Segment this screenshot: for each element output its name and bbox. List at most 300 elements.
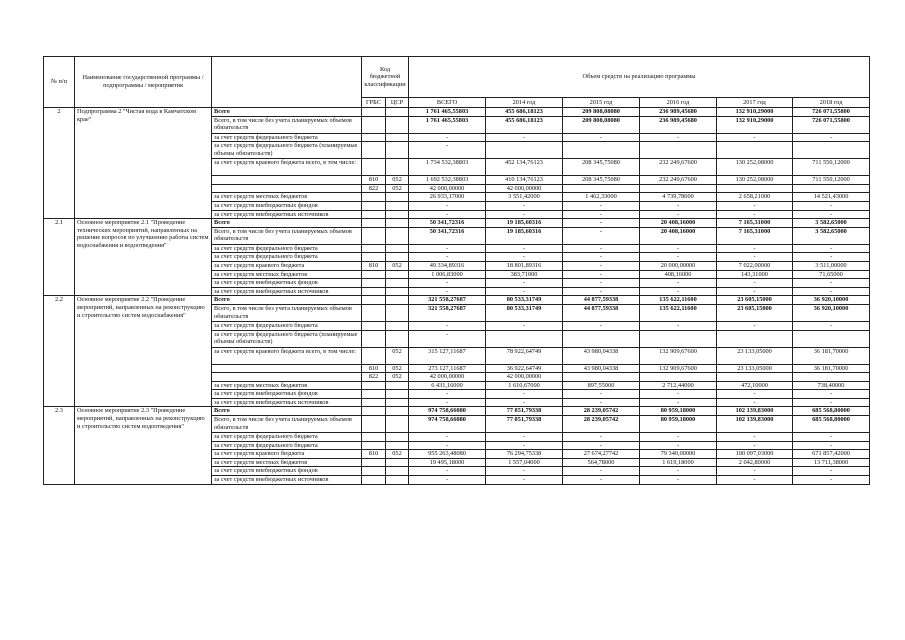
year-cell: 455 686,18123 <box>486 116 563 133</box>
year-cell: 23 133,05000 <box>717 347 793 364</box>
csr-cell: 052 <box>386 373 409 382</box>
year-cell: 232 249,67600 <box>640 159 717 176</box>
year-cell: 77 851,79338 <box>486 407 563 416</box>
year-cell: - <box>793 210 870 219</box>
csr-cell: 052 <box>386 184 409 193</box>
year-cell: - <box>717 390 793 399</box>
table-row <box>44 219 870 228</box>
year-cell: - <box>793 441 870 450</box>
year-cell: - <box>717 253 793 262</box>
csr-cell: 052 <box>386 450 409 459</box>
year-cell: - <box>563 244 640 253</box>
grbs-cell <box>362 467 386 476</box>
total-cell: 974 758,66080 <box>409 416 486 433</box>
source-cell: за счет средств внебюджетных фондов <box>212 201 362 210</box>
year-cell: 42 000,00000 <box>486 373 563 382</box>
year-cell: - <box>563 398 640 407</box>
year-cell: 711 550,12000 <box>793 176 870 185</box>
csr-cell <box>386 253 409 262</box>
grbs-cell: 822 <box>362 184 386 193</box>
year-cell: - <box>486 287 563 296</box>
source-cell: Всего <box>212 407 362 416</box>
year-cell: - <box>563 279 640 288</box>
source-cell: за счет средств краевого бюджета <box>212 450 362 459</box>
year-cell: 13 711,38000 <box>793 458 870 467</box>
year-cell: - <box>563 287 640 296</box>
csr-cell <box>386 296 409 305</box>
source-cell: за счет средств федерального бюджета <box>212 321 362 330</box>
year-cell <box>640 373 717 382</box>
grbs-cell <box>362 108 386 117</box>
year-cell: - <box>486 390 563 399</box>
year-cell: - <box>793 433 870 442</box>
year-cell: - <box>563 270 640 279</box>
year-cell: 132 909,67600 <box>640 347 717 364</box>
total-cell: 1 734 532,38803 <box>409 159 486 176</box>
year-cell: - <box>793 253 870 262</box>
csr-cell: 052 <box>386 176 409 185</box>
total-cell: 974 758,66080 <box>409 407 486 416</box>
year-cell: 408,16000 <box>640 270 717 279</box>
total-cell: 26 933,17000 <box>409 193 486 202</box>
year-cell: 2 658,21000 <box>717 193 793 202</box>
csr-cell: 052 <box>386 364 409 373</box>
total-cell: 315 127,11687 <box>409 347 486 364</box>
grbs-cell <box>362 330 386 347</box>
source-cell <box>212 184 362 193</box>
year-cell <box>793 373 870 382</box>
csr-cell <box>386 279 409 288</box>
year-cell: - <box>563 433 640 442</box>
year-cell: 130 252,08000 <box>717 176 793 185</box>
csr-cell <box>386 142 409 159</box>
year-cell: 135 622,11600 <box>640 296 717 305</box>
grbs-cell: 810 <box>362 176 386 185</box>
total-cell: 321 558,27687 <box>409 296 486 305</box>
year-cell: - <box>563 390 640 399</box>
total-header: ВСЕГО <box>409 98 486 108</box>
year-cell: 36 181,70000 <box>793 347 870 364</box>
grbs-cell <box>362 201 386 210</box>
csr-cell <box>386 219 409 228</box>
year-cell: - <box>717 467 793 476</box>
year-cell: 1 557,04000 <box>486 458 563 467</box>
grbs-cell <box>362 321 386 330</box>
source-cell <box>212 364 362 373</box>
year-cell: - <box>563 133 640 142</box>
grbs-cell <box>362 219 386 228</box>
grbs-cell <box>362 133 386 142</box>
col-code-header: Код бюджетной классификации <box>362 57 409 98</box>
year-cell: 236 989,45680 <box>640 116 717 133</box>
csr-cell <box>386 244 409 253</box>
year-cell <box>717 330 793 347</box>
year-cell: 14 521,43000 <box>793 193 870 202</box>
year-cell: 236 989,45680 <box>640 108 717 117</box>
year-cell: - <box>640 210 717 219</box>
grbs-cell <box>362 193 386 202</box>
year-cell: 23 605,15000 <box>717 304 793 321</box>
year-cell: 20 408,16000 <box>640 219 717 228</box>
csr-cell: 052 <box>386 347 409 364</box>
year-cell: 410 134,76123 <box>486 176 563 185</box>
grbs-cell: 810 <box>362 261 386 270</box>
year-cell: 80 959,18000 <box>640 416 717 433</box>
total-cell: 42 000,00000 <box>409 184 486 193</box>
year-cell: - <box>640 321 717 330</box>
year-cell: 738,40000 <box>793 381 870 390</box>
year-cell: 43 980,04338 <box>563 347 640 364</box>
year-cell: 44 877,59338 <box>563 296 640 305</box>
year-cell: 1 462,33000 <box>563 193 640 202</box>
year-cell: - <box>486 244 563 253</box>
source-cell: Всего, в том числе без учета планируемых объемов обязательств <box>212 227 362 244</box>
year-cell <box>717 184 793 193</box>
total-cell: 50 341,72316 <box>409 219 486 228</box>
year-cell: 132 910,29000 <box>717 108 793 117</box>
year-cell: - <box>717 398 793 407</box>
year-cell: 4 739,78000 <box>640 193 717 202</box>
year-cell: - <box>486 476 563 485</box>
year-cell: 2 042,80000 <box>717 458 793 467</box>
year-cell: 3 551,42000 <box>486 193 563 202</box>
row-number: 2 <box>44 108 75 219</box>
year-cell: 7 165,31000 <box>717 219 793 228</box>
csr-cell <box>386 210 409 219</box>
csr-cell: 052 <box>386 261 409 270</box>
total-cell: - <box>409 133 486 142</box>
csr-cell <box>386 330 409 347</box>
grbs-cell <box>362 279 386 288</box>
source-cell: за счет средств внебюджетных источников <box>212 210 362 219</box>
year-cell: - <box>717 287 793 296</box>
year-cell: 3 582,65000 <box>793 219 870 228</box>
total-cell: - <box>409 441 486 450</box>
year-cell: - <box>793 244 870 253</box>
year-cell: - <box>640 287 717 296</box>
year-cell: 102 139,83000 <box>717 416 793 433</box>
year-cell: - <box>563 467 640 476</box>
year-cell: 36 920,10000 <box>793 304 870 321</box>
year-cell: - <box>486 398 563 407</box>
year-cell: - <box>793 398 870 407</box>
year-header: 2014 год <box>486 98 563 108</box>
csr-cell <box>386 467 409 476</box>
grbs-cell <box>362 407 386 416</box>
csr-cell <box>386 270 409 279</box>
year-cell: - <box>640 244 717 253</box>
source-cell: за счет средств краевого бюджета всего, в том числе: <box>212 347 362 364</box>
csr-cell <box>386 133 409 142</box>
source-cell: за счет средств федерального бюджета <box>212 433 362 442</box>
grbs-cell: 810 <box>362 364 386 373</box>
year-header: 2018 год <box>793 98 870 108</box>
year-cell: - <box>717 244 793 253</box>
row-number: 2.1 <box>44 219 75 296</box>
year-cell: 209 808,08080 <box>563 108 640 117</box>
year-cell: 79 340,00000 <box>640 450 717 459</box>
year-cell <box>640 184 717 193</box>
total-cell: 50 341,72316 <box>409 227 486 244</box>
total-cell: - <box>409 433 486 442</box>
year-cell: - <box>563 476 640 485</box>
grbs-cell <box>362 227 386 244</box>
year-cell: 80 959,18000 <box>640 407 717 416</box>
year-cell: - <box>486 279 563 288</box>
year-cell <box>793 184 870 193</box>
year-cell: - <box>717 476 793 485</box>
total-cell: - <box>409 321 486 330</box>
total-cell: 1 006,83000 <box>409 270 486 279</box>
total-cell: - <box>409 244 486 253</box>
year-cell: 18 801,89316 <box>486 261 563 270</box>
grbs-cell <box>362 458 386 467</box>
year-cell: - <box>486 433 563 442</box>
grbs-cell <box>362 433 386 442</box>
total-cell: - <box>409 476 486 485</box>
col-name-header: Наименование государственной программы / подпрограммы / мероприятия <box>75 57 212 108</box>
csr-cell <box>386 159 409 176</box>
year-cell: - <box>717 441 793 450</box>
year-cell: 28 239,05742 <box>563 407 640 416</box>
row-name: Основное мероприятие 2.1 "Проведение технических мероприятий, направленных на решение вопросов по улучшению работы систем водоснабжения и водоотведения" <box>75 219 212 296</box>
year-cell: 100 097,03000 <box>717 450 793 459</box>
table-row <box>44 108 870 117</box>
year-cell: 43 980,04338 <box>563 364 640 373</box>
year-cell: 897,55000 <box>563 381 640 390</box>
source-cell <box>212 373 362 382</box>
year-cell: - <box>793 133 870 142</box>
grbs-cell <box>362 296 386 305</box>
year-cell: - <box>717 210 793 219</box>
year-cell: - <box>717 433 793 442</box>
table-row <box>44 296 870 305</box>
year-cell: - <box>640 441 717 450</box>
year-cell: 711 550,12000 <box>793 159 870 176</box>
year-cell: 726 071,55800 <box>793 108 870 117</box>
source-cell: за счет средств местных бюджетов <box>212 458 362 467</box>
year-cell: 42 000,00000 <box>486 184 563 193</box>
year-cell: 132 910,29000 <box>717 116 793 133</box>
grbs-cell <box>362 142 386 159</box>
year-cell: 208 345,75080 <box>563 159 640 176</box>
row-number: 2.2 <box>44 296 75 407</box>
funding-table <box>43 56 870 485</box>
csr-cell <box>386 441 409 450</box>
year-cell: - <box>793 321 870 330</box>
grbs-cell <box>362 210 386 219</box>
row-name: Подпрограмма 2 "Чистая вода в Камчатском крае" <box>75 108 212 219</box>
year-cell: - <box>793 476 870 485</box>
year-cell: - <box>486 253 563 262</box>
total-cell: - <box>409 330 486 347</box>
year-cell: - <box>563 227 640 244</box>
grbs-header: ГРБС <box>362 98 386 108</box>
col-source-header <box>212 57 362 108</box>
source-cell: за счет средств местных бюджетов <box>212 193 362 202</box>
year-cell: 135 622,11600 <box>640 304 717 321</box>
year-cell: 564,78000 <box>563 458 640 467</box>
year-cell: - <box>563 441 640 450</box>
total-cell: - <box>409 467 486 476</box>
source-cell: за счет средств внебюджетных фондов <box>212 279 362 288</box>
grbs-cell <box>362 116 386 133</box>
grbs-cell <box>362 304 386 321</box>
year-cell: 472,10000 <box>717 381 793 390</box>
source-cell: Всего <box>212 219 362 228</box>
year-cell: 20 000,00000 <box>640 261 717 270</box>
csr-cell <box>386 458 409 467</box>
year-cell: - <box>640 476 717 485</box>
csr-cell <box>386 304 409 321</box>
year-cell <box>793 142 870 159</box>
year-cell: 685 568,80000 <box>793 416 870 433</box>
source-cell: за счет средств краевого бюджета <box>212 261 362 270</box>
total-cell: - <box>409 201 486 210</box>
row-name: Основное мероприятие 2.3 "Проведение мероприятий, направленных на реконструкцию и строительство систем водоотведения" <box>75 407 212 484</box>
year-cell: 102 139,83000 <box>717 407 793 416</box>
source-cell: Всего <box>212 296 362 305</box>
year-cell: 36 181,70000 <box>793 364 870 373</box>
year-cell: - <box>563 261 640 270</box>
year-cell: 7 165,31000 <box>717 227 793 244</box>
year-cell: - <box>793 287 870 296</box>
year-header: 2016 год <box>640 98 717 108</box>
csr-cell <box>386 390 409 399</box>
year-cell: - <box>563 210 640 219</box>
year-cell: 3 582,65000 <box>793 227 870 244</box>
table-row <box>44 407 870 416</box>
table-body <box>44 108 870 485</box>
total-cell: 273 127,11687 <box>409 364 486 373</box>
grbs-cell <box>362 416 386 433</box>
year-cell: 20 408,16000 <box>640 227 717 244</box>
year-cell <box>486 330 563 347</box>
source-cell: Всего, в том числе без учета планируемых объемов обязательств <box>212 416 362 433</box>
year-cell: 671 857,42000 <box>793 450 870 459</box>
year-cell <box>486 142 563 159</box>
total-cell: 321 558,27687 <box>409 304 486 321</box>
year-cell: 208 345,75080 <box>563 176 640 185</box>
year-cell: 80 533,31749 <box>486 304 563 321</box>
grbs-cell <box>362 287 386 296</box>
csr-cell <box>386 201 409 210</box>
year-cell: 28 239,05742 <box>563 416 640 433</box>
year-cell: 2 712,44000 <box>640 381 717 390</box>
source-cell: за счет средств внебюджетных источников <box>212 287 362 296</box>
grbs-cell: 822 <box>362 373 386 382</box>
year-cell <box>717 373 793 382</box>
year-cell: - <box>486 467 563 476</box>
csr-cell <box>386 476 409 485</box>
year-header: 2017 год <box>717 98 793 108</box>
year-cell <box>640 330 717 347</box>
year-cell: 383,71000 <box>486 270 563 279</box>
year-cell: 36 922,64749 <box>486 364 563 373</box>
grbs-cell <box>362 253 386 262</box>
year-cell: 27 674,27742 <box>563 450 640 459</box>
year-cell: 143,31000 <box>717 270 793 279</box>
total-cell: 6 431,16000 <box>409 381 486 390</box>
year-cell <box>640 142 717 159</box>
total-cell: - <box>409 210 486 219</box>
year-cell: 80 533,31749 <box>486 296 563 305</box>
row-number: 2.3 <box>44 407 75 484</box>
year-cell: 36 920,10000 <box>793 296 870 305</box>
source-cell: Всего, в том числе без учета планируемых объемов обязательств <box>212 304 362 321</box>
year-cell <box>563 330 640 347</box>
source-cell: за счет средств внебюджетных фондов <box>212 390 362 399</box>
year-cell: 130 252,08000 <box>717 159 793 176</box>
year-cell: 3 511,00000 <box>793 261 870 270</box>
year-cell: - <box>640 467 717 476</box>
total-cell: - <box>409 390 486 399</box>
year-cell <box>563 142 640 159</box>
year-cell: - <box>563 201 640 210</box>
source-cell: Всего <box>212 108 362 117</box>
grbs-cell <box>362 398 386 407</box>
year-cell: 455 686,18123 <box>486 108 563 117</box>
source-cell: Всего, в том числе без учета планируемых объемов обязательств <box>212 116 362 133</box>
year-cell: - <box>486 321 563 330</box>
year-cell: 1 610,67000 <box>486 381 563 390</box>
year-cell: - <box>793 279 870 288</box>
year-cell: - <box>717 321 793 330</box>
source-cell: за счет средств федерального бюджета (планируемые объемы обязательств) <box>212 330 362 347</box>
year-cell: 76 294,75338 <box>486 450 563 459</box>
source-cell: за счет средств федерального бюджета (планируемые объемы обязательств) <box>212 142 362 159</box>
source-cell: за счет средств федерального бюджета <box>212 441 362 450</box>
year-cell <box>563 373 640 382</box>
col-volume-header: Объем средств на реализацию программы <box>409 57 870 98</box>
year-cell: 19 185,60316 <box>486 227 563 244</box>
year-cell: 77 851,79338 <box>486 416 563 433</box>
csr-cell <box>386 287 409 296</box>
year-cell <box>563 184 640 193</box>
total-cell: - <box>409 142 486 159</box>
total-cell: 1 761 465,55803 <box>409 116 486 133</box>
year-header: 2015 год <box>563 98 640 108</box>
grbs-cell <box>362 347 386 364</box>
source-cell: за счет средств внебюджетных источников <box>212 398 362 407</box>
source-cell: за счет средств федерального бюджета <box>212 244 362 253</box>
year-cell: - <box>563 253 640 262</box>
csr-cell <box>386 381 409 390</box>
source-cell: за счет средств местных бюджетов <box>212 270 362 279</box>
year-cell: - <box>640 133 717 142</box>
year-cell: - <box>563 219 640 228</box>
csr-cell <box>386 116 409 133</box>
csr-cell <box>386 108 409 117</box>
source-cell: за счет средств федерального бюджета <box>212 253 362 262</box>
program-funding-table <box>43 56 869 485</box>
year-cell: - <box>640 398 717 407</box>
year-cell: 232 249,67600 <box>640 176 717 185</box>
csr-header: ЦСР <box>386 98 409 108</box>
csr-cell <box>386 193 409 202</box>
grbs-cell <box>362 381 386 390</box>
year-cell: - <box>640 433 717 442</box>
year-cell: 1 619,18000 <box>640 458 717 467</box>
year-cell: 7 022,00000 <box>717 261 793 270</box>
year-cell: 19 185,60316 <box>486 219 563 228</box>
source-cell: за счет средств местных бюджетов <box>212 381 362 390</box>
grbs-cell <box>362 159 386 176</box>
total-cell: 955 263,48080 <box>409 450 486 459</box>
source-cell <box>212 176 362 185</box>
year-cell: - <box>486 201 563 210</box>
year-cell <box>793 330 870 347</box>
